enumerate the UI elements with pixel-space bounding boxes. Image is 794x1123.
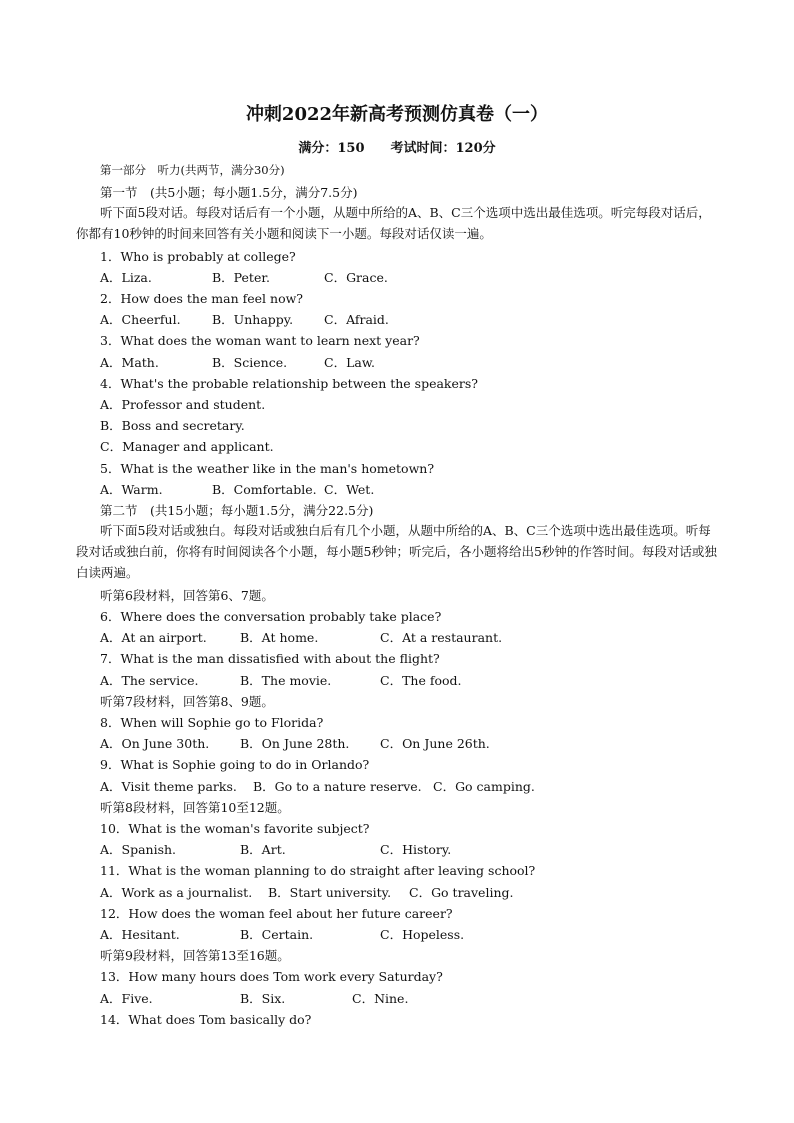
question-stem: 4．What's the probable relationship between the speakers?: [100, 376, 478, 391]
option-a: A．Five.: [100, 991, 153, 1006]
option-b: B．Go to a nature reserve.: [253, 779, 422, 794]
option-b: B．Art.: [240, 842, 286, 857]
option-b: B．Science.: [212, 355, 288, 370]
option-c: C．History.: [380, 842, 452, 857]
option-b: B．Unhappy.: [212, 312, 294, 327]
question-stem: 12．How does the woman feel about her future career?: [100, 906, 453, 921]
option-b: B．At home.: [240, 630, 319, 645]
part-heading: 第一部分 听力(共两节，满分30分): [100, 163, 285, 177]
question-stem: 5．What is the weather like in the man's hometown?: [100, 461, 435, 476]
question-stem: 2．How does the man feel now?: [100, 291, 304, 306]
option-c: C．Afraid.: [324, 312, 389, 327]
question-stem: 10．What is the woman's favorite subject?: [100, 821, 370, 836]
question-stem: 8．When will Sophie go to Florida?: [100, 715, 324, 730]
question-stem: 6．Where does the conversation probably take place?: [100, 609, 442, 624]
option-b: B．Start university.: [268, 885, 392, 900]
option-a: A．The service.: [100, 673, 199, 688]
option-a: A．Spanish.: [100, 842, 177, 857]
question-stem: 9．What is Sophie going to do in Orlando?: [100, 757, 370, 772]
option-a: A．At an airport.: [100, 630, 207, 645]
exam-meta: 满分：150 考试时间：120分: [298, 141, 496, 156]
question-stem: 14．What does Tom basically do?: [100, 1012, 312, 1027]
option-a: A．Cheerful.: [100, 312, 181, 327]
option-b: B．Boss and secretary.: [100, 418, 245, 433]
option-c: C．Law.: [324, 355, 376, 370]
option-c: C．Grace.: [324, 270, 388, 285]
option-c: C．Manager and applicant.: [100, 439, 274, 454]
option-c: C．Wet.: [324, 482, 375, 497]
option-b: B．Comfortable.: [212, 482, 317, 497]
material-heading: 听第8段材料，回答第10至12题。: [100, 800, 290, 815]
question-stem: 1．Who is probably at college?: [100, 249, 296, 264]
option-b: B．Peter.: [212, 270, 270, 285]
option-c: C．The food.: [380, 673, 462, 688]
option-a: A．On June 30th.: [100, 736, 210, 751]
option-c: C．At a restaurant.: [380, 630, 503, 645]
option-a: A．Work as a journalist.: [100, 885, 253, 900]
section2-heading: 第二节 (共15小题；每小题1.5分，满分22.5分): [100, 503, 374, 518]
option-a: A．Hesitant.: [100, 927, 180, 942]
section2-instructions: 听下面5段对话或独白。每段对话或独白后有几个小题，从题中所给的A、B、C三个选项中选出最佳选项。听每段对话或独白前，你将有时间阅读各个小题，每小题5秒钟；听完后，各小题将给出5秒钟的作答时间。每段对话或独白读两遍。: [76, 523, 717, 580]
option-a: A．Math.: [100, 355, 159, 370]
question-stem: 7．What is the man dissatisfied with about the flight?: [100, 651, 440, 666]
page-title: 冲刺2022年新高考预测仿真卷（一）: [245, 104, 549, 125]
option-c: C．Hopeless.: [380, 927, 465, 942]
material-heading: 听第6段材料，回答第6、7题。: [100, 588, 274, 603]
option-c: C．Go traveling.: [409, 885, 514, 900]
section1-instructions: 听下面5段对话。每段对话后有一个小题，从题中所给的A、B、C三个选项中选出最佳选项。听完每段对话后，你都有10秒钟的时间来回答有关小题和阅读下一小题。每段对话仅读一遍。: [76, 205, 711, 241]
option-c: C．Go camping.: [433, 779, 535, 794]
question-stem: 3．What does the woman want to learn next year?: [100, 333, 420, 348]
option-b: B．Certain.: [240, 927, 314, 942]
option-b: B．The movie.: [240, 673, 332, 688]
question-stem: 13．How many hours does Tom work every Saturday?: [100, 969, 443, 984]
option-a: A．Warm.: [100, 482, 163, 497]
option-a: A．Liza.: [100, 270, 152, 285]
option-b: B．On June 28th.: [240, 736, 350, 751]
option-c: C．On June 26th.: [380, 736, 490, 751]
material-heading: 听第9段材料，回答第13至16题。: [100, 948, 290, 963]
option-b: B．Six.: [240, 991, 286, 1006]
section1-heading: 第一节 (共5小题；每小题1.5分，满分7.5分): [100, 185, 358, 200]
option-a: A．Visit theme parks.: [100, 779, 237, 794]
question-stem: 11．What is the woman planning to do straight after leaving school?: [100, 863, 536, 878]
option-c: C．Nine.: [352, 991, 409, 1006]
material-heading: 听第7段材料，回答第8、9题。: [100, 694, 274, 709]
option-a: A．Professor and student.: [100, 397, 266, 412]
